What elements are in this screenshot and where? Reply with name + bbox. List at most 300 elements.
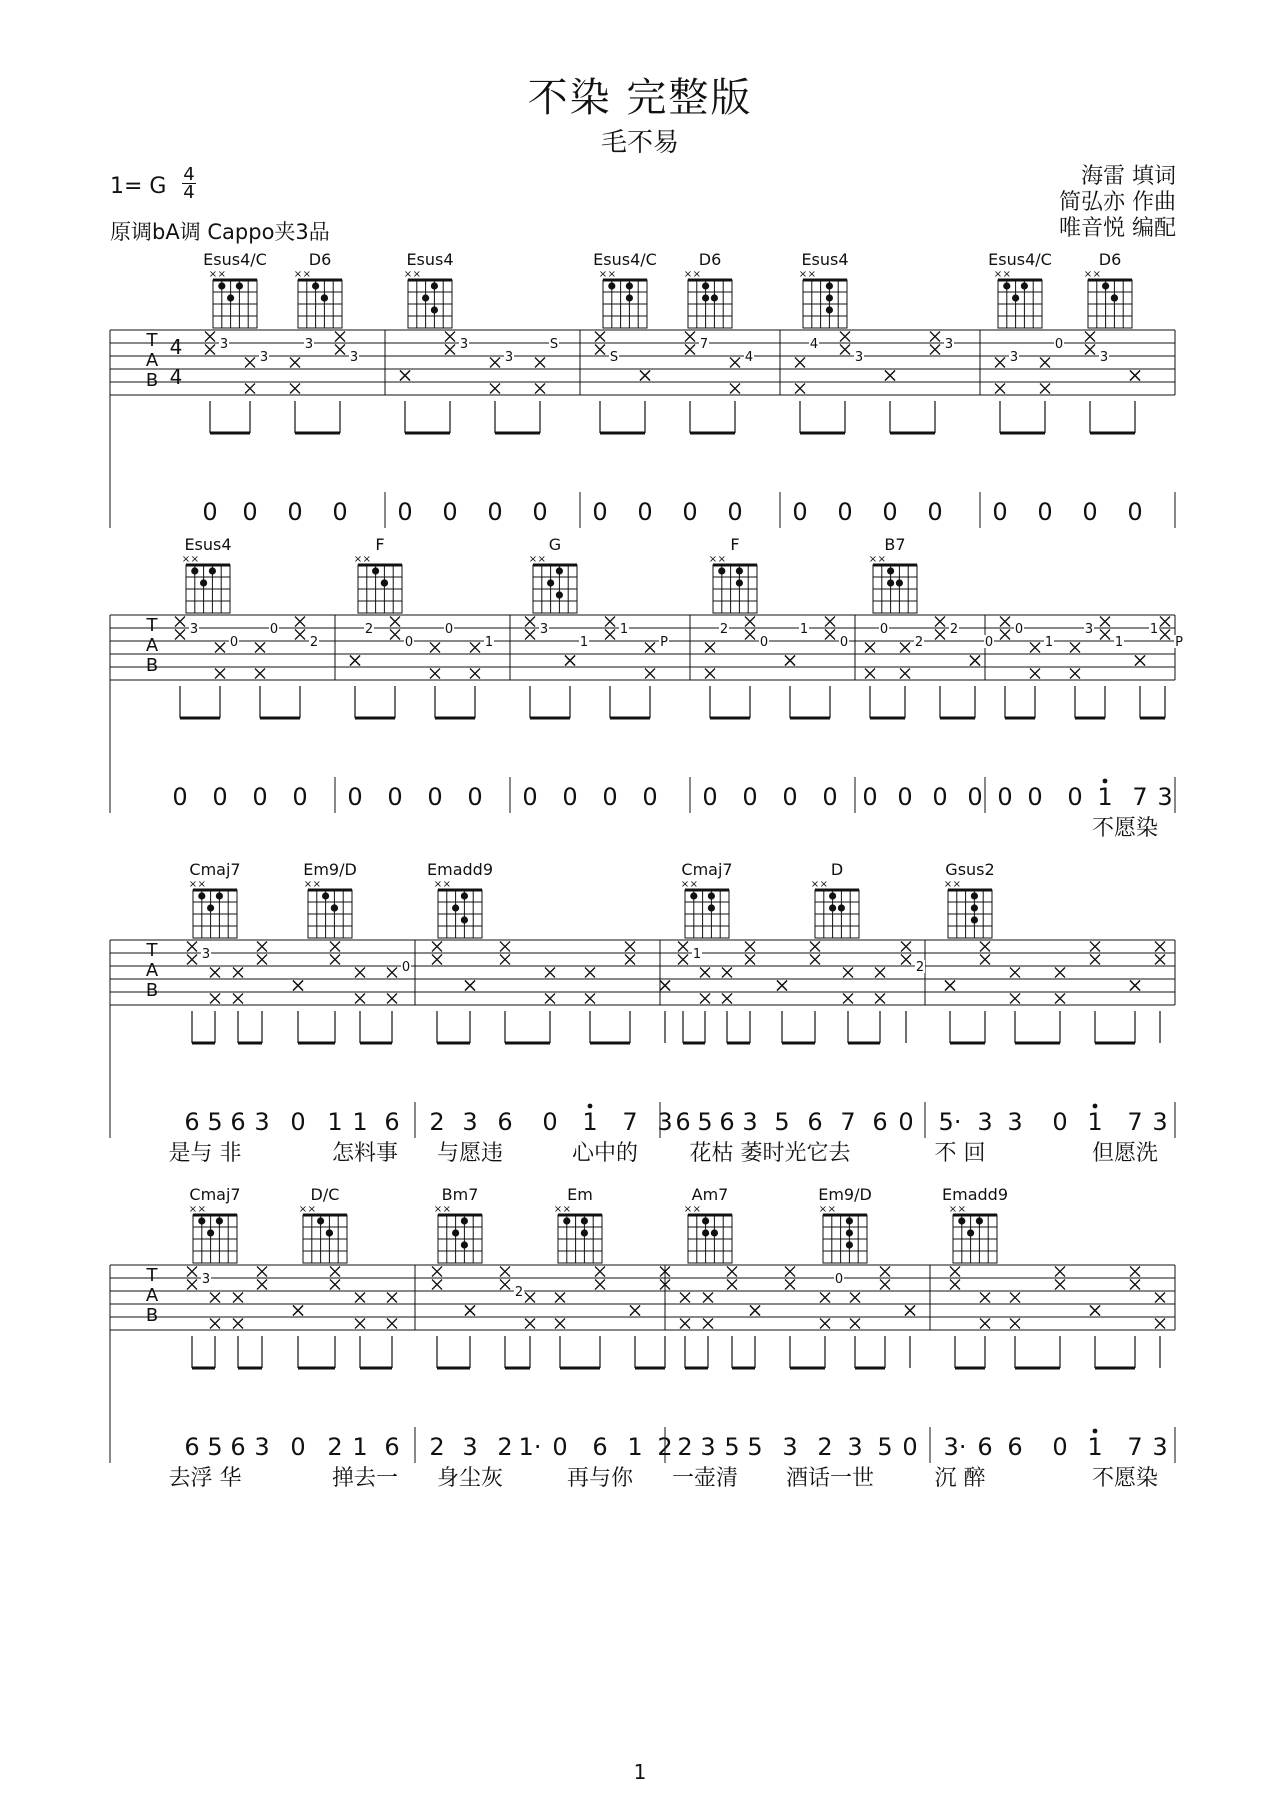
strum-x-mark (843, 968, 853, 978)
fret-number: 3 (304, 337, 314, 352)
fret-number: 0 (759, 635, 769, 650)
muted-string-mark: × (353, 554, 363, 565)
strum-x-mark (810, 942, 820, 952)
finger-dot (967, 1229, 974, 1236)
strum-x-mark (660, 981, 670, 991)
finger-dot (718, 567, 725, 574)
chord-diagram (709, 535, 757, 613)
fret-number: 0 (444, 622, 454, 637)
strum-x-mark (950, 1280, 960, 1290)
strum-x-mark (465, 1306, 475, 1316)
strum-x-mark (1010, 968, 1020, 978)
jianpu-note: 7 (840, 1108, 856, 1136)
muted-string-mark: × (1092, 269, 1101, 280)
strum-x-mark (705, 643, 715, 653)
chord-diagram (203, 250, 267, 328)
strum-x-mark (1055, 1267, 1065, 1277)
jianpu-note: 0 (837, 498, 853, 526)
strum-x-mark (400, 371, 410, 381)
strum-x-mark (901, 955, 911, 965)
time-signature-top: 4 (183, 164, 195, 185)
strum-x-mark (335, 332, 345, 342)
strum-x-mark (210, 994, 220, 1004)
jianpu-note: 0 (202, 498, 218, 526)
song-title: 不染 完整版 (527, 75, 753, 121)
muted-string-mark: × (952, 879, 961, 890)
chord-name: Esus4 (184, 535, 232, 554)
fret-number: 1 (484, 635, 494, 650)
jianpu-note: 3 (462, 1433, 478, 1461)
chord-diagram (189, 1185, 241, 1263)
fret-number: 3 (1099, 350, 1109, 365)
strum-x-mark (233, 994, 243, 1004)
jianpu-note: 1 (1087, 1108, 1103, 1136)
muted-string-mark: × (692, 269, 701, 280)
jianpu-note: 3 (1152, 1433, 1168, 1461)
strum-x-mark (722, 994, 732, 1004)
strum-x-mark (175, 617, 185, 627)
finger-dot (846, 1229, 853, 1236)
strum-x-mark (745, 630, 755, 640)
finger-dot (1012, 294, 1019, 301)
strum-x-mark (1010, 1293, 1020, 1303)
strum-x-mark (605, 617, 615, 627)
chord-name: D6 (1098, 250, 1122, 269)
chord-name: Bm7 (441, 1185, 479, 1204)
finger-dot (422, 294, 429, 301)
strum-x-mark (875, 968, 885, 978)
strum-x-mark (585, 994, 595, 1004)
strum-x-mark (432, 942, 442, 952)
strum-x-mark (293, 1306, 303, 1316)
strum-x-mark (350, 656, 360, 666)
strum-x-mark (980, 1319, 990, 1329)
strum-x-mark (210, 1293, 220, 1303)
finger-dot (826, 294, 833, 301)
finger-dot (312, 282, 319, 289)
strum-x-mark (750, 1306, 760, 1316)
jianpu-note: 5 (697, 1108, 713, 1136)
strum-x-mark (387, 994, 397, 1004)
strum-x-mark (995, 358, 1005, 368)
muted-string-mark: × (528, 554, 538, 565)
muted-string-mark: × (298, 1204, 308, 1215)
strum-x-mark (233, 1319, 243, 1329)
jianpu-note: 0 (782, 783, 798, 811)
jianpu-note: 5 (207, 1433, 223, 1461)
strum-x-mark (865, 669, 875, 679)
strum-x-mark (1010, 994, 1020, 1004)
tab-clef-letter: A (145, 960, 159, 981)
jianpu-note: 5 (877, 1433, 893, 1461)
chord-diagram (299, 1185, 347, 1263)
strum-x-mark (470, 643, 480, 653)
jianpu-note: 0 (467, 783, 483, 811)
finger-dot (331, 904, 338, 911)
muted-string-mark: × (433, 1204, 443, 1215)
tab-clef-letter: A (145, 1285, 159, 1306)
strum-x-mark (465, 981, 475, 991)
chord-name: Emadd9 (427, 860, 493, 879)
strum-x-mark (745, 955, 755, 965)
muted-string-mark: × (1002, 269, 1011, 280)
muted-string-mark: × (188, 879, 198, 890)
muted-string-mark: × (798, 269, 808, 280)
lyric-text: 一壶清 (671, 1466, 739, 1491)
strum-x-mark (727, 1280, 737, 1290)
muted-string-mark: × (708, 554, 718, 565)
tab-clef-letter: T (146, 940, 158, 961)
lyric-text: 酒话一世 (785, 1466, 875, 1491)
fret-number: 2 (914, 635, 924, 650)
finger-dot (556, 567, 563, 574)
jianpu-note: 0 (252, 783, 268, 811)
strum-x-mark (175, 630, 185, 640)
finger-dot (372, 567, 379, 574)
jianpu-note: 0 (522, 783, 538, 811)
jianpu-note: 2 (817, 1433, 833, 1461)
strum-x-mark (432, 1280, 442, 1290)
jianpu-note: 0 (287, 498, 303, 526)
strum-x-mark (700, 994, 710, 1004)
muted-string-mark: × (810, 879, 820, 890)
page-number: 1 (633, 1760, 647, 1784)
jianpu-note: 6 (675, 1108, 691, 1136)
muted-string-mark: × (307, 1204, 316, 1215)
jianpu-note: 0 (1037, 498, 1053, 526)
fret-number: 3 (504, 350, 514, 365)
strum-x-mark (355, 968, 365, 978)
jianpu-note: 6 (184, 1108, 200, 1136)
jianpu-note: 2 (497, 1433, 513, 1461)
jianpu-note: 5 (774, 1108, 790, 1136)
muted-string-mark: × (948, 1204, 958, 1215)
chord-name: Cmaj7 (189, 1185, 241, 1204)
strum-x-mark (245, 358, 255, 368)
fret-number: 3 (219, 337, 229, 352)
strum-x-mark (825, 630, 835, 640)
muted-string-mark: × (197, 879, 206, 890)
jianpu-note: 0 (1027, 783, 1043, 811)
strum-x-mark (545, 968, 555, 978)
chord-diagram (818, 1185, 872, 1263)
muted-string-mark: × (181, 554, 191, 565)
finger-dot (702, 294, 709, 301)
jianpu-note: 6 (384, 1433, 400, 1461)
muted-string-mark: × (302, 269, 311, 280)
chord-name: F (730, 535, 740, 554)
strum-x-mark (820, 1293, 830, 1303)
strum-x-mark (1030, 643, 1040, 653)
tab-clef-letter: B (145, 980, 159, 1001)
strum-x-mark (210, 968, 220, 978)
strum-x-mark (525, 617, 535, 627)
strum-x-mark (980, 1293, 990, 1303)
strum-x-mark (810, 955, 820, 965)
muted-string-mark: × (312, 879, 321, 890)
jianpu-note: 3 (462, 1108, 478, 1136)
strum-x-mark (205, 345, 215, 355)
muted-string-mark: × (188, 1204, 198, 1215)
lyric-text: 心中的 (571, 1141, 639, 1166)
fret-number: 3 (201, 1272, 211, 1287)
fret-number: 3 (1009, 350, 1019, 365)
tab-clef-letter: B (145, 1305, 159, 1326)
fret-number: P (660, 635, 668, 650)
strum-x-mark (875, 994, 885, 1004)
finger-dot (708, 904, 715, 911)
strum-x-mark (843, 994, 853, 1004)
strum-x-mark (257, 955, 267, 965)
strum-x-mark (900, 669, 910, 679)
jianpu-note: 0 (932, 783, 948, 811)
fret-number: 0 (269, 622, 279, 637)
strum-x-mark (745, 617, 755, 627)
strum-x-mark (595, 1267, 605, 1277)
jianpu-note: 0 (397, 498, 413, 526)
chord-diagram (434, 1185, 482, 1263)
chord-name: Emadd9 (942, 1185, 1008, 1204)
jianpu-note: 0 (927, 498, 943, 526)
jianpu-note: 6 (1007, 1433, 1023, 1461)
tab-clef-letter: A (145, 350, 159, 371)
jianpu-note: 0 (290, 1108, 306, 1136)
strum-x-mark (1090, 942, 1100, 952)
muted-string-mark: × (403, 269, 413, 280)
finger-dot (227, 294, 234, 301)
strum-x-mark (1055, 1280, 1065, 1290)
tab-time-signature: 4 (169, 365, 183, 389)
finger-dot (461, 916, 468, 923)
strum-x-mark (1155, 1293, 1165, 1303)
strum-x-mark (1085, 345, 1095, 355)
strum-x-mark (355, 1319, 365, 1329)
jianpu-note: 0 (292, 783, 308, 811)
strum-x-mark (257, 1267, 267, 1277)
strum-x-mark (905, 1306, 915, 1316)
jianpu-note: 6 (719, 1108, 735, 1136)
jianpu-note: 7 (1132, 783, 1148, 811)
chord-diagram (554, 1185, 602, 1263)
finger-dot (838, 904, 845, 911)
finger-dot (326, 1229, 333, 1236)
strum-x-mark (187, 942, 197, 952)
fret-number: 0 (839, 635, 849, 650)
strum-x-mark (387, 1293, 397, 1303)
fret-number: S (609, 350, 619, 365)
chord-diagram (942, 1185, 1008, 1263)
chord-name: Esus4/C (593, 250, 657, 269)
muted-string-mark: × (598, 269, 608, 280)
strum-x-mark (1130, 1280, 1140, 1290)
strum-x-mark (678, 942, 688, 952)
strum-x-mark (295, 630, 305, 640)
muted-string-mark: × (683, 1204, 693, 1215)
strum-x-mark (1155, 955, 1165, 965)
arranger-credit: 唯音悦 编配 (1059, 216, 1176, 241)
strum-x-mark (980, 955, 990, 965)
muted-string-mark: × (553, 1204, 563, 1215)
chord-name: F (375, 535, 385, 554)
jianpu-note: 0 (1052, 1108, 1068, 1136)
fret-number: 3 (201, 947, 211, 962)
strum-x-mark (1130, 981, 1140, 991)
lyricist-credit: 海雷 填词 (1081, 164, 1176, 189)
strum-x-mark (555, 1319, 565, 1329)
jianpu-note: 2 (327, 1433, 343, 1461)
chord-diagram (427, 860, 493, 938)
chord-diagram (182, 535, 232, 613)
lyric-text: 不 回 (934, 1141, 986, 1166)
strum-x-mark (1085, 332, 1095, 342)
finger-dot (581, 1229, 588, 1236)
finger-dot (846, 1217, 853, 1224)
jianpu-note: 0 (1052, 1433, 1068, 1461)
muted-string-mark: × (692, 1204, 701, 1215)
strum-x-mark (355, 994, 365, 1004)
strum-x-mark (680, 1293, 690, 1303)
strum-x-mark (257, 942, 267, 952)
jianpu-note: 0 (427, 783, 443, 811)
tab-time-signature: 4 (169, 335, 183, 359)
strum-x-mark (330, 942, 340, 952)
fret-number: 7 (699, 337, 709, 352)
finger-dot (1111, 294, 1118, 301)
strum-x-mark (565, 656, 575, 666)
strum-x-mark (390, 630, 400, 640)
jianpu-note: 3 (782, 1433, 798, 1461)
strum-x-mark (585, 968, 595, 978)
chord-name: Em9/D (818, 1185, 872, 1204)
system-1 (110, 250, 1175, 528)
finger-dot (381, 579, 388, 586)
octave-dot-high (1103, 779, 1108, 784)
fret-number: 3 (459, 337, 469, 352)
tab-clef-letter: B (145, 370, 159, 391)
jianpu-note: 0 (727, 498, 743, 526)
strum-x-mark (215, 643, 225, 653)
jianpu-note: 1 (352, 1108, 368, 1136)
finger-dot (317, 1217, 324, 1224)
strum-x-mark (233, 968, 243, 978)
jianpu-note: 0 (347, 783, 363, 811)
finger-dot (711, 294, 718, 301)
finger-dot (702, 1217, 709, 1224)
lyric-text: 与愿违 (436, 1141, 504, 1166)
finger-dot (452, 1229, 459, 1236)
strum-x-mark (1040, 384, 1050, 394)
strum-x-mark (290, 358, 300, 368)
jianpu-note: 0 (702, 783, 718, 811)
finger-dot (216, 892, 223, 899)
fret-number: 4 (809, 337, 819, 352)
fret-number: 0 (1054, 337, 1064, 352)
fret-number: 0 (229, 635, 239, 650)
strum-x-mark (1010, 1319, 1020, 1329)
finger-dot (826, 306, 833, 313)
finger-dot (958, 1217, 965, 1224)
strum-x-mark (430, 669, 440, 679)
strum-x-mark (840, 332, 850, 342)
strum-x-mark (1155, 1319, 1165, 1329)
strum-x-mark (930, 332, 940, 342)
chord-name: Em9/D (303, 860, 357, 879)
finger-dot (236, 282, 243, 289)
strum-x-mark (1055, 994, 1065, 1004)
strum-x-mark (187, 955, 197, 965)
jianpu-note: 6 (184, 1433, 200, 1461)
finger-dot (896, 579, 903, 586)
fret-number: 3 (189, 622, 199, 637)
finger-dot (431, 282, 438, 289)
finger-dot (1003, 282, 1010, 289)
strum-x-mark (880, 1280, 890, 1290)
finger-dot (431, 306, 438, 313)
strum-x-mark (722, 968, 732, 978)
song-artist: 毛不易 (600, 128, 679, 158)
chord-name: Gsus2 (945, 860, 995, 879)
finger-dot (829, 892, 836, 899)
fret-number: 0 (834, 1272, 844, 1287)
jianpu-note: 1 (627, 1433, 643, 1461)
finger-dot (1021, 282, 1028, 289)
jianpu-note: 1 (582, 1108, 598, 1136)
strum-x-mark (210, 1319, 220, 1329)
jianpu-note: 3 (1152, 1108, 1168, 1136)
strum-x-mark (745, 942, 755, 952)
jianpu-note: 7 (622, 1108, 638, 1136)
strum-x-mark (785, 656, 795, 666)
chord-name: Cmaj7 (681, 860, 733, 879)
jianpu-note: 6 (807, 1108, 823, 1136)
strum-x-mark (850, 1319, 860, 1329)
jianpu-note: 6 (977, 1433, 993, 1461)
finger-dot (736, 579, 743, 586)
strum-x-mark (700, 968, 710, 978)
lyric-text: 是与 非 (168, 1141, 242, 1166)
fret-number: 2 (364, 622, 374, 637)
strum-x-mark (500, 955, 510, 965)
jianpu-note: 3 (700, 1433, 716, 1461)
strum-x-mark (645, 643, 655, 653)
strum-x-mark (840, 345, 850, 355)
fret-number: 1 (619, 622, 629, 637)
chord-diagram (811, 860, 859, 938)
muted-string-mark: × (807, 269, 816, 280)
jianpu-note: 0 (332, 498, 348, 526)
finger-dot (626, 282, 633, 289)
chord-name: Cmaj7 (189, 860, 241, 879)
tab-clef-letter: B (145, 655, 159, 676)
strum-x-mark (1040, 358, 1050, 368)
strum-x-mark (187, 1267, 197, 1277)
strum-x-mark (187, 1280, 197, 1290)
strum-x-mark (1100, 630, 1110, 640)
lyric-text: 身尘灰 (436, 1466, 504, 1491)
octave-dot-high (588, 1104, 593, 1109)
jianpu-note: 6 (230, 1108, 246, 1136)
lyric-text: 掸去一 (331, 1466, 399, 1491)
strum-x-mark (535, 358, 545, 368)
muted-string-mark: × (293, 269, 303, 280)
strum-x-mark (727, 1267, 737, 1277)
chord-diagram (354, 535, 402, 613)
strum-x-mark (1090, 955, 1100, 965)
finger-dot (702, 1229, 709, 1236)
strum-x-mark (1055, 968, 1065, 978)
finger-dot (1102, 282, 1109, 289)
strum-x-mark (820, 1319, 830, 1329)
